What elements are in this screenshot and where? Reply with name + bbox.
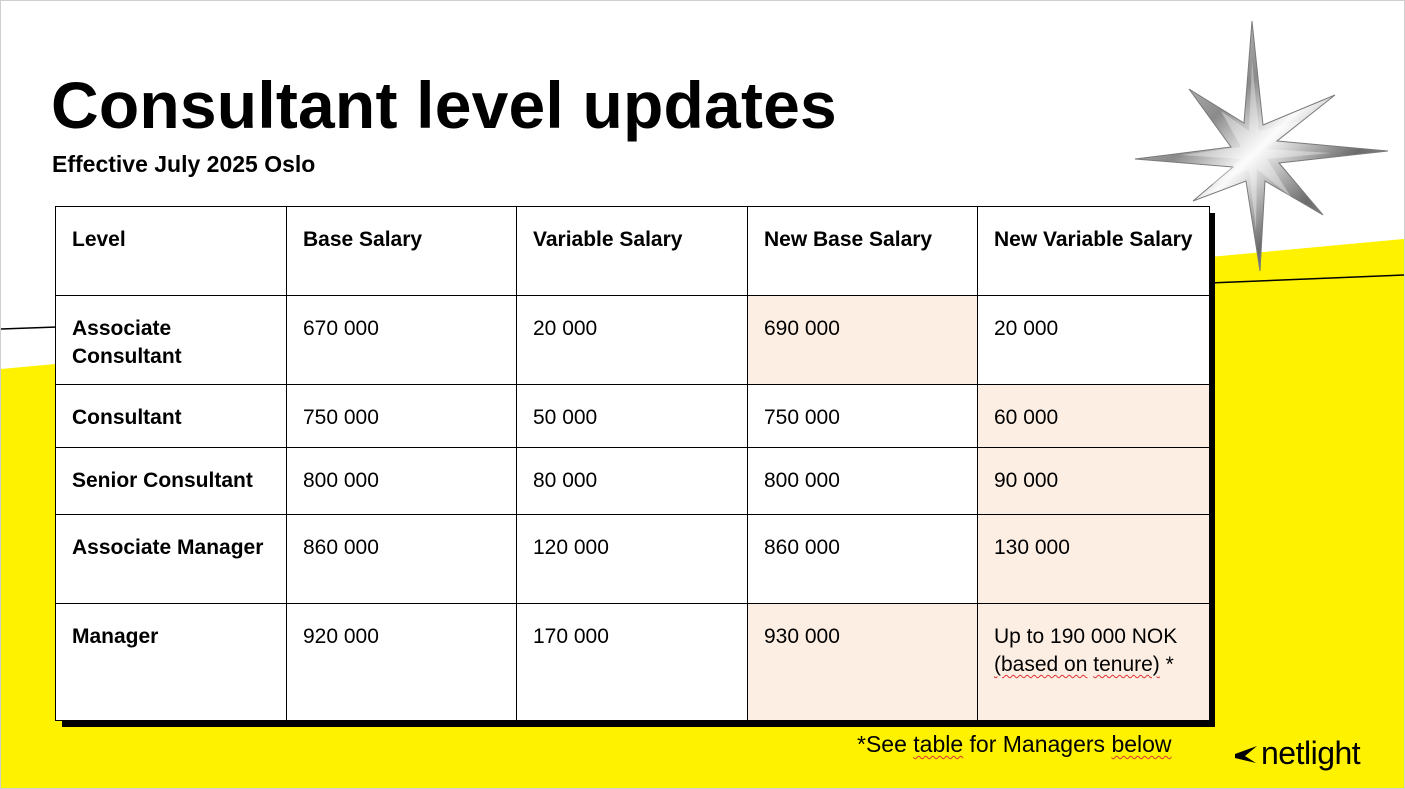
note-text-flagged: (based on	[994, 653, 1088, 676]
cell-level: Associate Consultant	[56, 296, 287, 385]
cell-base: 860 000	[287, 515, 517, 604]
cell-variable: 50 000	[517, 385, 748, 448]
note-text-flagged: tenure)	[1093, 653, 1160, 676]
table-row	[56, 604, 1210, 721]
cell-new-variable	[978, 604, 1210, 721]
cell-base: 750 000	[287, 385, 517, 448]
cell-base: 920 000	[287, 604, 517, 721]
header-variable-salary: Variable Salary	[517, 207, 748, 296]
netlight-logo	[1234, 735, 1360, 772]
note-asterisk: *	[1159, 653, 1174, 676]
header-base-salary: Base Salary	[287, 207, 517, 296]
cell-new-variable: 90 000	[978, 448, 1210, 515]
decorative-line-left	[1, 327, 57, 329]
cell-new-base: 930 000	[748, 604, 978, 721]
logo-text: netlight	[1261, 735, 1361, 771]
cell-new-variable: 60 000	[978, 385, 1210, 448]
cell-variable: 120 000	[517, 515, 748, 604]
footnote-text: *See	[857, 731, 914, 757]
cell-level: Consultant	[56, 385, 287, 448]
header-new-variable-salary: New Variable Salary	[978, 207, 1210, 296]
footnote-flagged-word: table	[913, 731, 964, 757]
table-row	[56, 296, 1210, 385]
cell-new-variable: 130 000	[978, 515, 1210, 604]
header-level: Level	[56, 207, 287, 296]
table-row	[56, 448, 1210, 515]
cell-level: Manager	[56, 604, 287, 721]
footnote-text: for Managers	[963, 731, 1112, 757]
table-row	[56, 515, 1210, 604]
header-new-base-salary: New Base Salary	[748, 207, 978, 296]
logo-mark-icon	[1234, 744, 1258, 764]
cell-variable: 80 000	[517, 448, 748, 515]
cell-variable: 20 000	[517, 296, 748, 385]
salary-table	[55, 206, 1210, 721]
table-header-row	[56, 207, 1210, 296]
cell-base: 800 000	[287, 448, 517, 515]
cell-new-base: 750 000	[748, 385, 978, 448]
page-subtitle: Effective July 2025 Oslo	[52, 151, 316, 177]
cell-base: 670 000	[287, 296, 517, 385]
cell-new-base: 860 000	[748, 515, 978, 604]
cell-new-base: 690 000	[748, 296, 978, 385]
cell-new-variable: 20 000	[978, 296, 1210, 385]
page-title: Consultant level updates	[51, 68, 837, 142]
cell-variable: 170 000	[517, 604, 748, 721]
cell-level: Associate Manager	[56, 515, 287, 604]
table-row	[56, 385, 1210, 448]
cell-level: Senior Consultant	[56, 448, 287, 515]
footnote	[857, 731, 1172, 758]
note-text: Up to 190 000 NOK	[994, 625, 1178, 648]
footnote-flagged-word: below	[1111, 731, 1172, 757]
cell-new-base: 800 000	[748, 448, 978, 515]
